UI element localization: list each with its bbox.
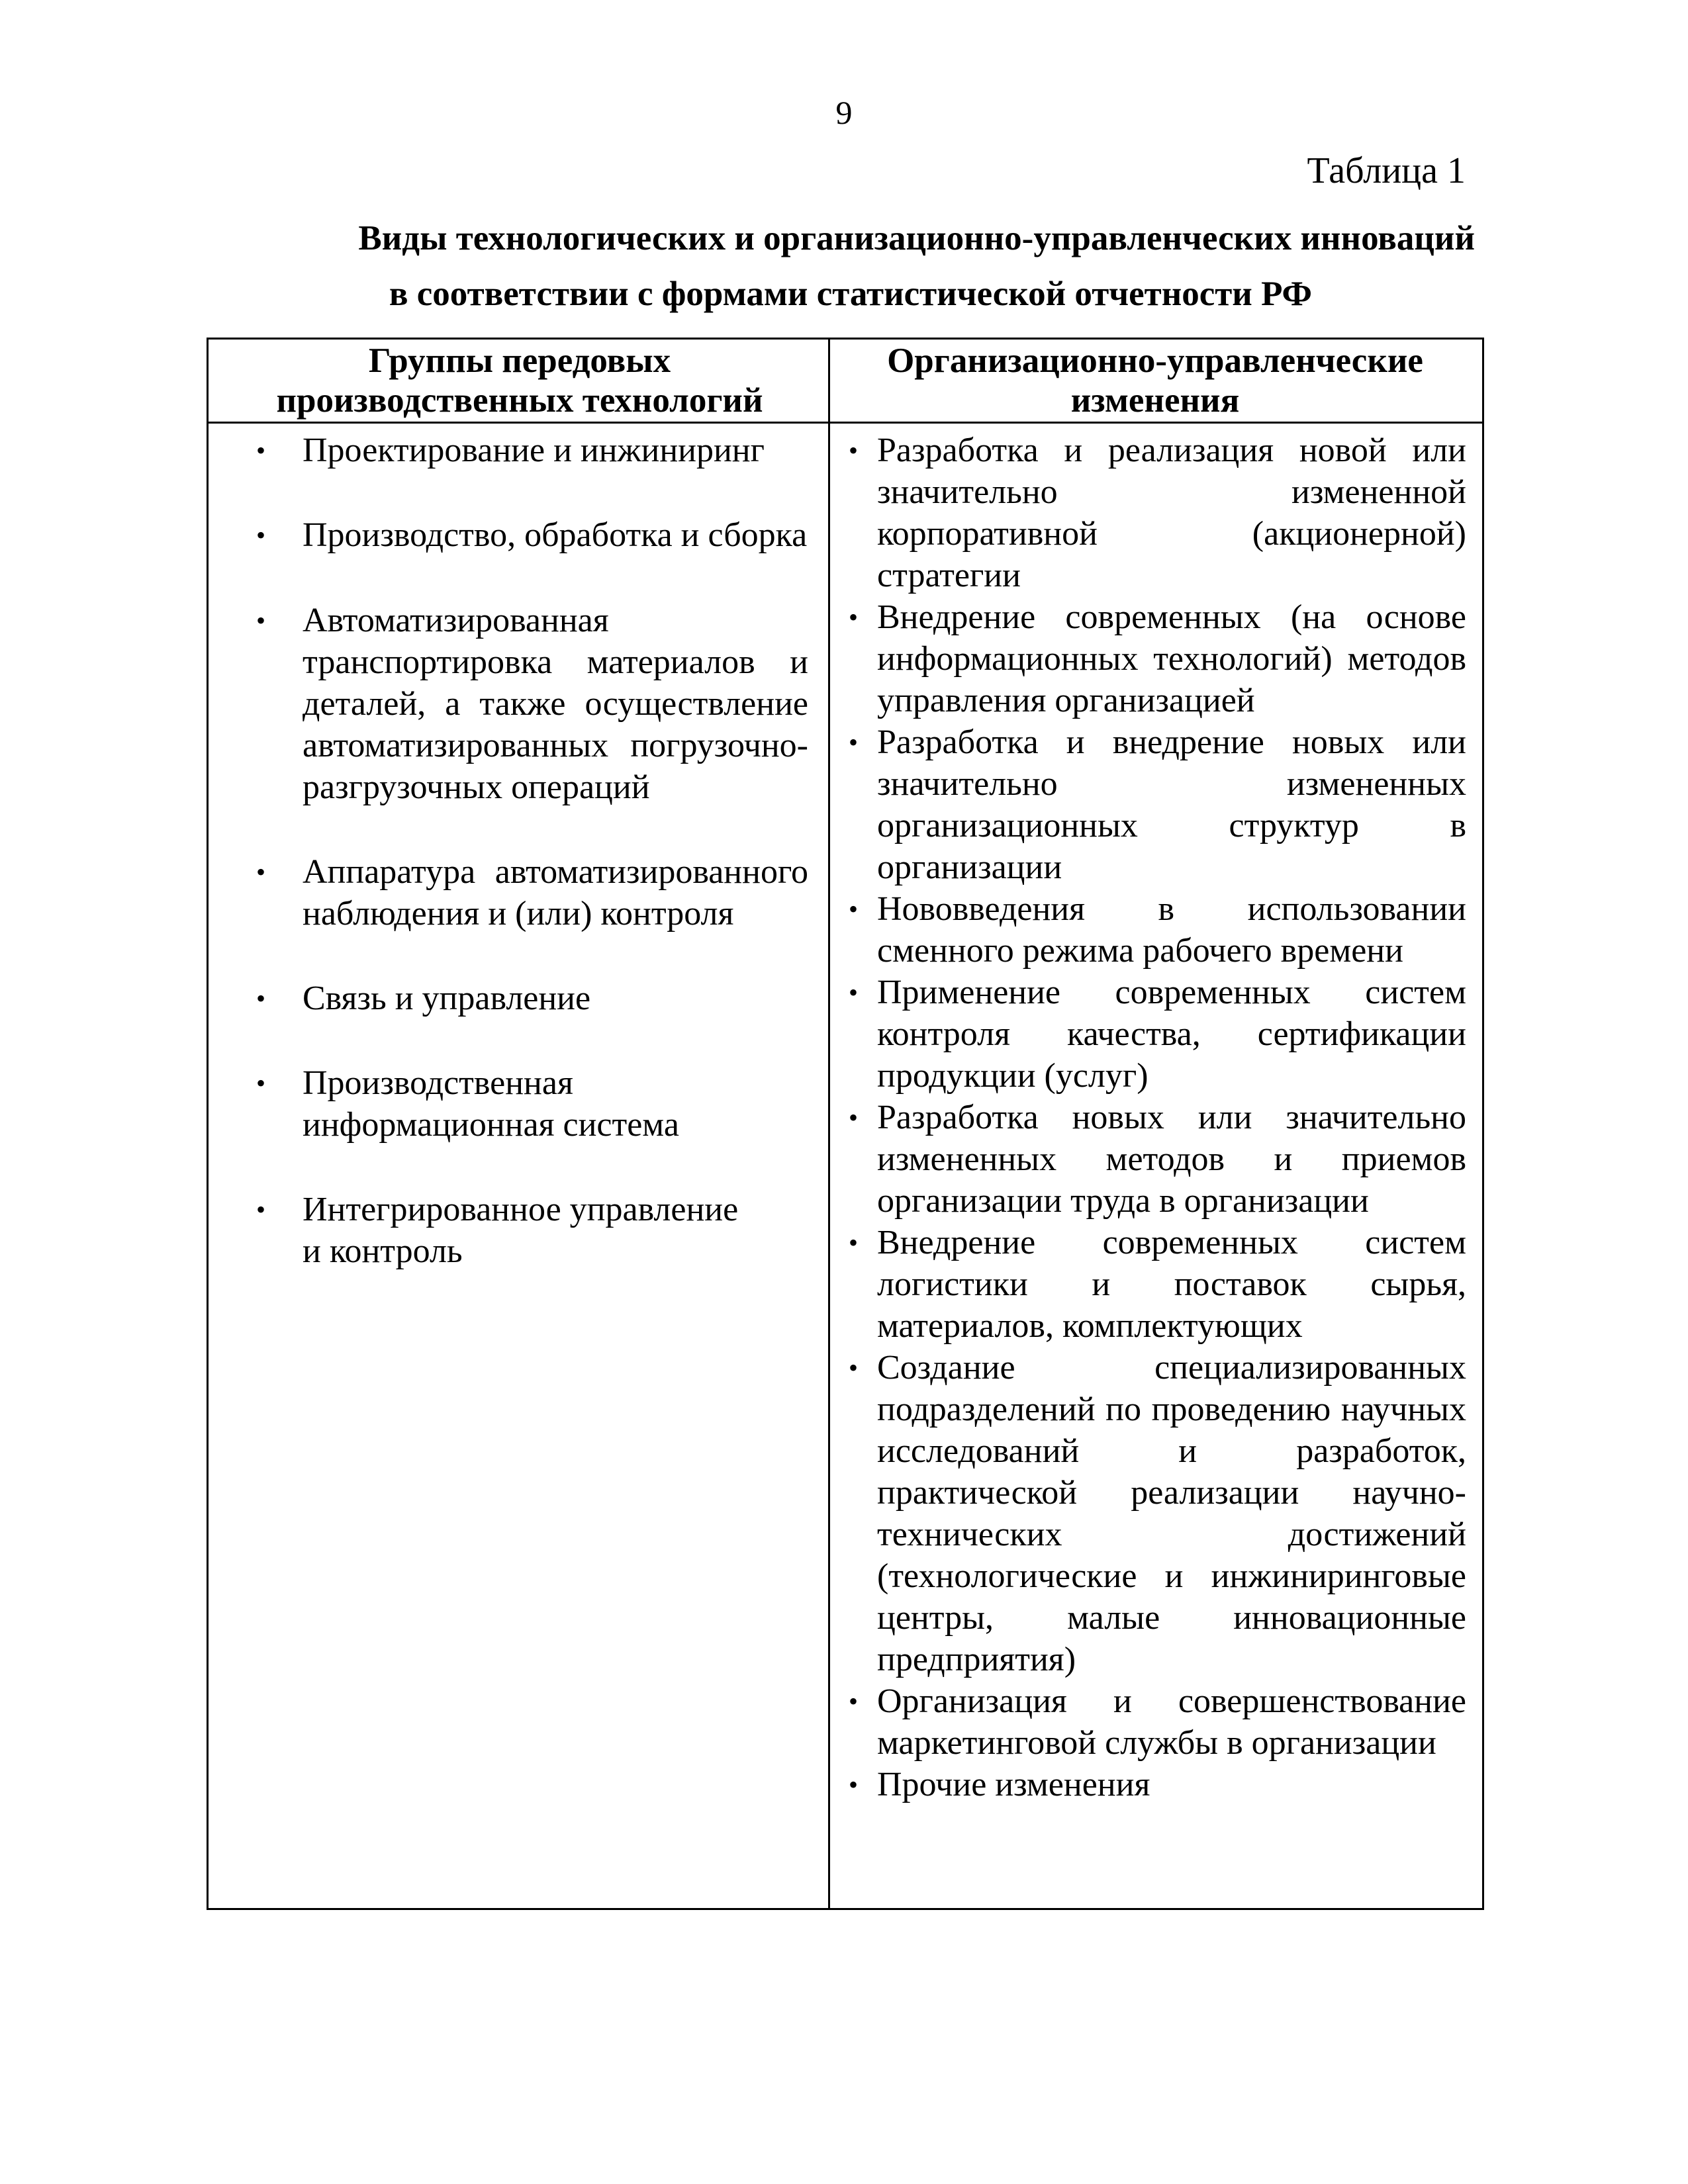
left-item-text: Автоматизированная транспортировка материалов и деталей, а также осуществление автоматизированных погрузочно-разгрузочных операций [303,602,808,806]
left-item-text: Аппаратура автоматизированного наблюдения и (или) контроля [303,853,808,933]
header-right: Организационно-управленческие изменения [887,341,1423,420]
right-item-text: Разработка новых или значительно измененных методов и приемов организации труда в организации [877,1099,1466,1220]
right-item-text: Организация и совершенствование маркетинговой службы в организации [877,1682,1466,1762]
left-list-item [209,851,828,934]
right-list-item [830,1097,1482,1222]
innovations-table [207,338,1484,1910]
bullet-icon: • [256,1195,266,1224]
right-list-item [830,1222,1482,1347]
right-column [830,430,1482,1805]
right-list-item [830,972,1482,1097]
bullet-icon: • [849,1353,859,1383]
table-title [207,210,1475,322]
header-left: Группы передовых производственных технологий [276,341,763,420]
right-item-text: Прочие изменения [877,1766,1150,1803]
bullet-icon: • [849,435,859,465]
bullet-icon: • [256,520,266,550]
right-list-item [830,1764,1482,1805]
right-item-text: Разработка и внедрение новых или значительно измененных организационных структур в организации [877,723,1466,886]
right-item-text: Внедрение современных систем логистики и поставок сырья, материалов, комплектующих [877,1224,1466,1345]
left-item-text: Производственная информационная система [303,1064,679,1144]
bullet-icon: • [256,857,266,887]
bullet-icon: • [256,606,266,635]
bullet-icon: • [849,894,859,924]
bullet-icon: • [849,727,859,757]
left-item-text: Интегрированное управление и контроль [303,1191,739,1270]
right-item-text: Применение современных систем контроля качества, сертификации продукции (услуг) [877,974,1466,1095]
bullet-icon: • [849,1686,859,1716]
bullet-icon: • [849,1770,859,1799]
table-label: Таблица 1 [1307,150,1466,191]
left-list-item [209,1189,828,1272]
bullet-icon: • [849,978,859,1007]
left-item-text: Проектирование и инжиниринг [303,432,765,469]
left-item-text: Производство, обработка и сборка [303,516,808,554]
left-list-item [209,1062,828,1146]
left-list-item [209,514,828,556]
right-list-item [830,888,1482,972]
left-list-item [209,978,828,1019]
right-item-text: Внедрение современных (на основе информационных технологий) методов управления организацией [877,598,1466,719]
bullet-icon: • [256,1068,266,1098]
bullet-icon: • [849,1103,859,1132]
left-column [209,430,828,1315]
bullet-icon: • [256,983,266,1013]
header-divider [209,422,1482,424]
right-item-text: Разработка и реализация новой или значительно измененной корпоративной (акционерной) стратегии [877,432,1466,594]
right-item-text: Создание специализированных подразделений по проведению научных исследований и разработок, практической реализации научно-технических достижений (технологические и инжиниринговые центры, малые инновационные предприятия) [877,1349,1466,1678]
bullet-icon: • [256,435,266,465]
right-list-item [830,1680,1482,1764]
left-list-item [209,600,828,808]
right-list-item [830,721,1482,888]
left-list-item [209,430,828,471]
bullet-icon: • [849,602,859,632]
right-item-text: Нововведения в использовании сменного режима рабочего времени [877,890,1466,970]
right-list-item [830,430,1482,596]
right-list-item [830,596,1482,721]
left-item-text: Связь и управление [303,979,591,1017]
table-title-line-1: Виды технологических и организационно-управленческих инноваций [358,219,1475,257]
table-title-line-2: в соответствии с формами статистической отчетности РФ [389,275,1313,313]
page-number: 9 [835,94,853,131]
bullet-icon: • [849,1228,859,1257]
right-list-item [830,1347,1482,1680]
